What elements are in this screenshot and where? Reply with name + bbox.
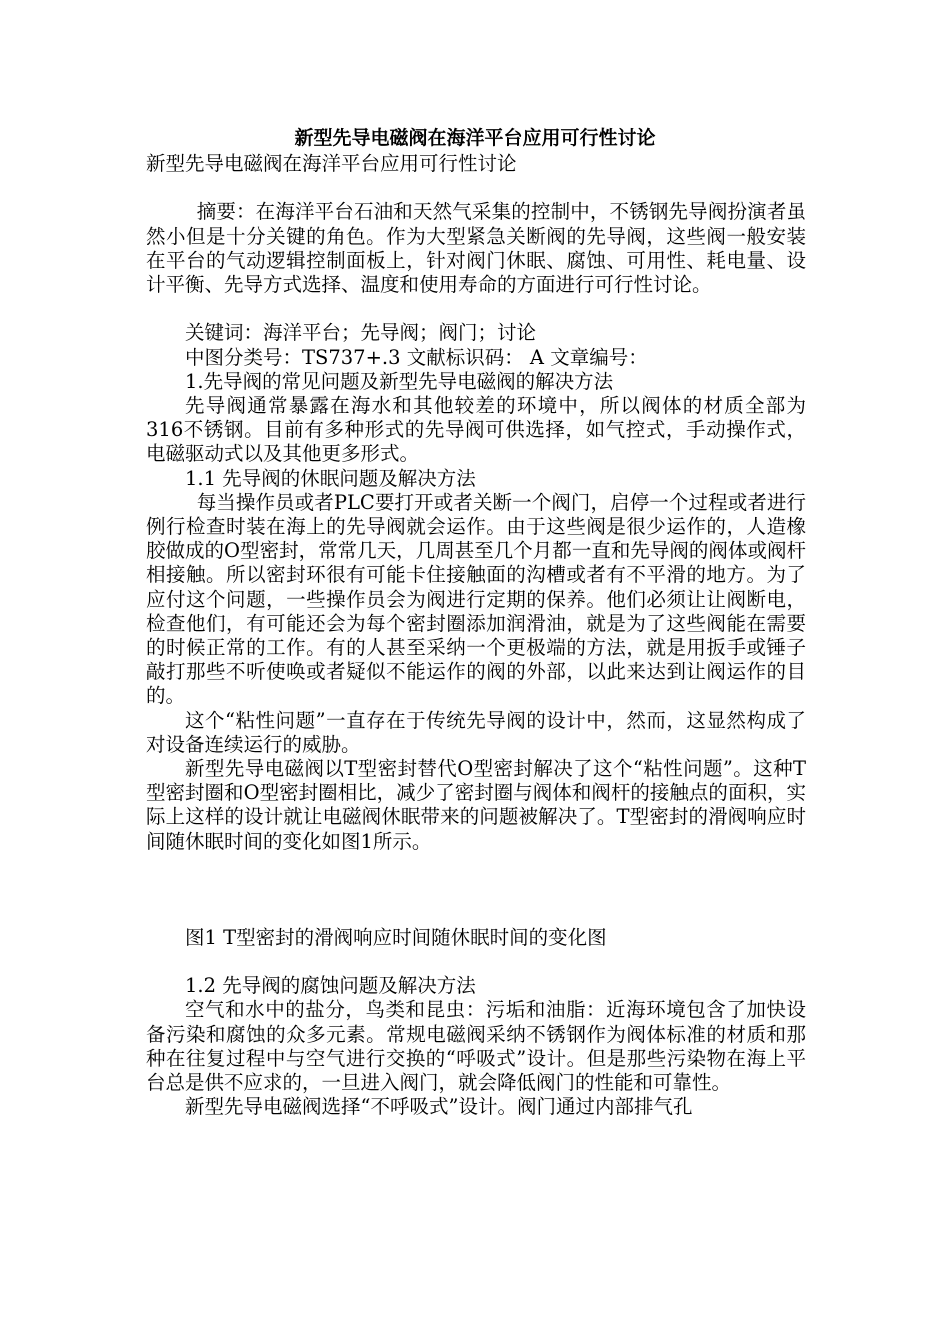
classification-line: 中图分类号：TS737+.3 文献标识码： A 文章编号： — [185, 345, 648, 369]
spacer — [146, 297, 806, 321]
section-1-1-paragraph-1: 每当操作员或者PLC要打开或者关断一个阀门，启停一个过程或者进行例行检查时装在海上的先导阀就会运作。由于这些阀是很少运作的，人造橡胶做成的O型密封，常常几天，几周甚至几个月都一直和先导阀的阀体或阀杆相接触。所以密封环很有可能卡住接触面的沟槽或者有不平滑的地方。为了应付这个问题，一些操作员会为阀进行定期的保养。他们必须让让阀断电，检查他们，有可能还会为每个密封圈添加润滑油，就是为了这些阀能在需要的时候正常的工作。有的人甚至采纳一个更极端的方法，就是用扳手或锤子敲打那些不听使唤或者疑似不能运作的阀的外部，以此来达到让阀运作的目的。 — [146, 490, 806, 708]
section-1-2-paragraph-2: 新型先导电磁阀选择“不呼吸式”设计。阀门通过内部排气孔 — [185, 1095, 693, 1119]
keywords-line: 关键词：海洋平台；先导阀；阀门；讨论 — [185, 321, 537, 345]
spacer — [146, 950, 806, 974]
section-1-2-paragraph-1: 空气和水中的盐分，鸟类和昆虫：污垢和油脂：近海环境包含了加快设备污染和腐蚀的众多元素。常规电磁阀采纳不锈钢作为阀体标准的材质和那种在往复过程中与空气进行交换的“呼吸式”设计。但是那些污染物在海上平台总是供不应求的，一旦进入阀门，就会降低阀门的性能和可靠性。 — [146, 998, 806, 1095]
document-subtitle: 新型先导电磁阀在海洋平台应用可行性讨论 — [146, 152, 517, 175]
document-body — [146, 152, 806, 1119]
section-1-2-heading: 1.2 先导阀的腐蚀问题及解决方法 — [185, 974, 476, 998]
section-1-1-paragraph-3: 新型先导电磁阀以T型密封替代O型密封解决了这个“粘性问题”。这种T型密封圈和O型密封圈相比，减少了密封圈与阀体和阀杆的接触点的面积，实际上这样的设计就让电磁阀休眠带来的问题被解决了。T型密封的滑阀响应时间随休眠时间的变化如图1所示。 — [146, 757, 806, 853]
section-1-1-heading: 1.1 先导阀的休眠问题及解决方法 — [185, 466, 476, 490]
section-1-1-paragraph-2: 这个“粘性问题”一直存在于传统先导阀的设计中，然而，这显然构成了对设备连续运行的威胁。 — [146, 708, 806, 756]
document-title: 新型先导电磁阀在海洋平台应用可行性讨论 — [294, 127, 656, 149]
figure-placeholder — [146, 854, 806, 926]
figure-1-caption: 图1 T型密封的滑阀响应时间随休眠时间的变化图 — [185, 925, 607, 949]
section-1-paragraph: 先导阀通常暴露在海水和其他较差的环境中，所以阀体的材质全部为316不锈钢。目前有多种形式的先导阀可供选择，如气控式，手动操作式，电磁驱动式以及其他更多形式。 — [146, 394, 806, 466]
abstract-paragraph: 摘要：在海洋平台石油和天然气采集的控制中，不锈钢先导阀扮演者虽然小但是十分关键的角色。作为大型紧急关断阀的先导阀，这些阀一般安装在平台的气动逻辑控制面板上，针对阀门休眠、腐蚀、可用性、耗电量、设计平衡、先导方式选择、温度和使用寿命的方面进行可行性讨论。 — [146, 200, 806, 296]
section-1-heading: 1.先导阀的常见问题及新型先导电磁阀的解决方法 — [185, 369, 614, 393]
spacer — [146, 176, 806, 200]
